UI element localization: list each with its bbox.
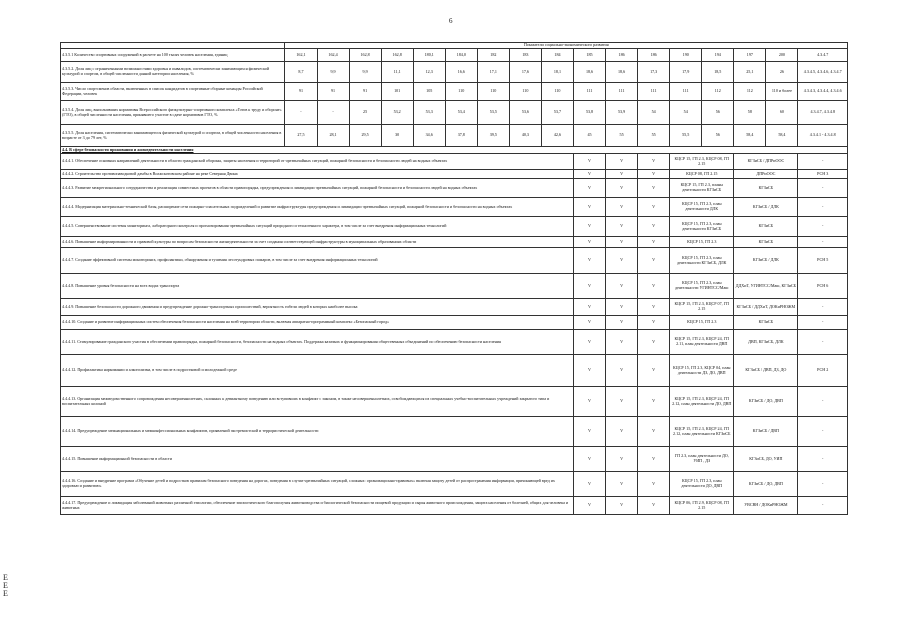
- measure-description: 4.4.4.16. Создание и внедрение программ «Обучение детей и подростков правилам безопасного поведения на дорогах, поведения в случае чрезвычайных ситуаций, сложных: организационно-правовых» включая защиту детей от распространения информации, причиняющей вред их здоровью и развитию»: [61, 472, 574, 497]
- measure-description: 4.4.4.2. Строительство противопаводковой дамбы в Волжскотовском районе на реке Северная Двина: [61, 170, 574, 179]
- indicator-reference: 4.3.4.5, 4.3.4.6, 4.3.4.7: [798, 62, 848, 83]
- indicator-value: 26: [766, 62, 798, 83]
- indicator-row: [61, 49, 848, 62]
- measure-stage-mark: V: [606, 274, 638, 299]
- measure-indicator: -: [798, 237, 848, 248]
- section-title-row: [61, 147, 848, 154]
- indicator-value: 101: [381, 83, 413, 101]
- indicator-value: 12,3: [413, 62, 445, 83]
- measure-indicator: -: [798, 316, 848, 330]
- indicator-row: [61, 83, 848, 101]
- measure-description: 4.4.4.14. Предупреждение межнациональных и межконфессиональных конфликтов, проявлений экстремистской и террористической деятельности: [61, 417, 574, 447]
- indicator-value: 53,9: [606, 101, 638, 125]
- measure-row: [61, 217, 848, 237]
- measure-stage-mark: V: [606, 447, 638, 472]
- measure-responsible: ДПРиООС: [734, 170, 798, 179]
- measure-stage-mark: V: [574, 299, 606, 316]
- measure-indicator: -: [798, 299, 848, 316]
- measure-responsible: КГЗиСБ: [734, 179, 798, 198]
- indicator-value: 183: [509, 49, 541, 62]
- measure-stage-mark: V: [638, 170, 670, 179]
- indicator-value: 58,4: [734, 125, 766, 147]
- indicator-value: 40,3: [509, 125, 541, 147]
- measure-stage-mark: V: [606, 154, 638, 170]
- measure-stage-mark: V: [574, 154, 606, 170]
- measure-stage-mark: V: [638, 198, 670, 217]
- indicator-value: 197: [734, 49, 766, 62]
- measure-stage-mark: V: [638, 237, 670, 248]
- indicator-value: 56: [702, 125, 734, 147]
- indicator-value: 162,8: [349, 49, 381, 62]
- measure-row: [61, 387, 848, 417]
- indicator-value: 53,7: [541, 101, 573, 125]
- indicator-value: 53,2: [381, 101, 413, 125]
- measure-indicator: -: [798, 330, 848, 355]
- measure-document: КЦСР 15, ГП 2.3, КЦСР 04, план деятельности ДЗ, ДО, ДВП: [670, 355, 734, 387]
- measure-stage-mark: V: [606, 316, 638, 330]
- measure-document: КЦСР 15, ГП 2.3, КЦСР 24, ГП 2.12, план деятельности КГЗиСБ: [670, 417, 734, 447]
- measure-stage-mark: V: [574, 217, 606, 237]
- indicator-value: 110: [541, 83, 573, 101]
- measure-description: 4.4.4.6. Повышение информированности и правовой культуры по вопросам безопасности жизнедеятельности за счет создания соответствующей инфраструктуры в муниципальных образованиях области: [61, 237, 574, 248]
- measure-stage-mark: V: [606, 497, 638, 515]
- measure-stage-mark: V: [638, 447, 670, 472]
- indicator-value: 54: [670, 101, 702, 125]
- indicator-value: 53,6: [509, 101, 541, 125]
- measure-stage-mark: V: [638, 154, 670, 170]
- indicator-value: 58,4: [766, 125, 798, 147]
- indicator-value: 91: [317, 83, 349, 101]
- indicator-value: 53,8: [574, 101, 606, 125]
- indicator-value: 58: [734, 101, 766, 125]
- measure-stage-mark: V: [638, 248, 670, 274]
- indicator-value: 17,6: [509, 62, 541, 83]
- indicator-value: 18,1: [541, 62, 573, 83]
- indicator-value: 185: [574, 49, 606, 62]
- indicator-description: 4.3.5.4. Доля лиц, выполнивших нормативы Всероссийского физкультурно-спортивного комплекса «Готов к труду и обороне» (ГТО), в общей численности населения, принявшего участие в сдаче нормативов ГТО, %: [61, 101, 285, 125]
- measure-stage-mark: V: [574, 248, 606, 274]
- measure-stage-mark: V: [574, 387, 606, 417]
- indicator-row: [61, 101, 848, 125]
- measure-stage-mark: V: [606, 217, 638, 237]
- measure-stage-mark: V: [574, 274, 606, 299]
- indicator-value: 54: [638, 101, 670, 125]
- measure-indicator: -: [798, 417, 848, 447]
- indicator-value: 9,9: [349, 62, 381, 83]
- measure-stage-mark: V: [606, 198, 638, 217]
- measure-stage-mark: V: [606, 417, 638, 447]
- measure-row: [61, 330, 848, 355]
- indicator-value: 18,6: [574, 62, 606, 83]
- measure-stage-mark: V: [574, 179, 606, 198]
- indicator-value: 45: [574, 125, 606, 147]
- measure-description: 4.4.4.4. Модернизация материально-технической базы, расширение сети пожарно-спасательных подразделений и развитие инфраструктуры предупреждения и ликвидации чрезвычайных ситуаций, пожарной безопасности и безопасности на водных объектах: [61, 198, 574, 217]
- indicators-table: [60, 42, 848, 515]
- indicator-value: 110 и более: [766, 83, 798, 101]
- measure-responsible: КГЗиСБ / ДО, ДВП: [734, 472, 798, 497]
- indicator-value: 60: [766, 101, 798, 125]
- measure-stage-mark: V: [638, 274, 670, 299]
- indicator-value: 25,1: [734, 62, 766, 83]
- measure-row: [61, 274, 848, 299]
- indicator-value: 30: [381, 125, 413, 147]
- measure-document: КЦСР 15, ГП 2.3, КЦСР 08, ГП 2.15: [670, 154, 734, 170]
- measure-stage-mark: V: [606, 472, 638, 497]
- measure-stage-mark: V: [606, 299, 638, 316]
- measure-responsible: УВСВН / ДОКиРНОЖМ: [734, 497, 798, 515]
- indicator-reference: 4.3.4.7: [798, 49, 848, 62]
- measure-document: КЦСР 15, ГП 2.3, КЦСР 24, ГП 2.11, план деятельности ДВП: [670, 330, 734, 355]
- indicator-value: 53,3: [413, 101, 445, 125]
- indicator-value: 42,6: [541, 125, 573, 147]
- measure-responsible: КГЗиСБ: [734, 316, 798, 330]
- indicator-value: 55,5: [670, 125, 702, 147]
- indicator-value: 28,1: [317, 125, 349, 147]
- indicator-value: 110: [445, 83, 477, 101]
- indicator-value: 55: [606, 125, 638, 147]
- measure-document: КЦСР 15, ГП 2.3, план деятельности ДО, ДВП: [670, 472, 734, 497]
- measure-stage-mark: V: [638, 387, 670, 417]
- indicator-value: 111: [638, 83, 670, 101]
- measure-responsible: КГЗиСБ, ДО, УИП: [734, 447, 798, 472]
- indicator-value: 110: [509, 83, 541, 101]
- measure-indicator: -: [798, 497, 848, 515]
- measure-responsible: КГЗиСБ / ДЛК: [734, 248, 798, 274]
- indicator-value: 8,7: [285, 62, 317, 83]
- indicator-description: 4.3.5.1 Количество спортивных сооружений в расчете на 100 тысяч человек населения, единиц: [61, 49, 285, 62]
- measure-row: [61, 299, 848, 316]
- measure-responsible: КГЗиСБ / ДДХиТ, ДОКиРНОЖМ: [734, 299, 798, 316]
- measure-description: 4.4.4.12. Профилактика наркомании и алкоголизма, в том числе в подростковой и молодежной среде: [61, 355, 574, 387]
- measure-document: КЦСР 15, ГП 2.3, план деятельности ДЛК: [670, 198, 734, 217]
- measure-document: КЦСР 15, ГП 2.3: [670, 237, 734, 248]
- indicator-value: 39,5: [477, 125, 509, 147]
- measure-stage-mark: V: [638, 316, 670, 330]
- indicator-value: 112: [734, 83, 766, 101]
- measure-row: [61, 447, 848, 472]
- indicator-value: 55: [638, 125, 670, 147]
- header-caption: Показатели социально-экономического развития: [285, 43, 848, 49]
- margin-marks: E E E: [3, 573, 8, 598]
- indicator-value: 27,5: [285, 125, 317, 147]
- measure-responsible: КГЗиСБ / ДО, ДВП: [734, 387, 798, 417]
- measure-row: [61, 179, 848, 198]
- indicator-value: 184: [541, 49, 573, 62]
- measure-stage-mark: V: [638, 472, 670, 497]
- measure-row: [61, 417, 848, 447]
- measure-row: [61, 237, 848, 248]
- measure-responsible: КГЗиСБ / ДЛК: [734, 198, 798, 217]
- measure-stage-mark: V: [606, 237, 638, 248]
- indicator-value: 184,0: [445, 49, 477, 62]
- measure-row: [61, 472, 848, 497]
- indicator-row: [61, 125, 848, 147]
- measure-description: 4.4.4.5. Совершенствование системы мониторинга, лабораторного контроля и прогнозирования чрезвычайных ситуаций природного и техногенного характера, в том числе за счет внедрения информационных технологий: [61, 217, 574, 237]
- measure-description: 4.4.4.9. Повышение безопасности дорожного движения и предупреждение дорожно-транспортных происшествий, вероятность гибели людей в которых наиболее высока: [61, 299, 574, 316]
- indicator-value: 29,5: [349, 125, 381, 147]
- indicator-value: 56: [702, 101, 734, 125]
- indicator-value: 53,4: [445, 101, 477, 125]
- indicator-value: 186: [638, 49, 670, 62]
- measure-row: [61, 497, 848, 515]
- measure-indicator: -: [798, 198, 848, 217]
- indicator-value: 9,9: [317, 62, 349, 83]
- measure-stage-mark: V: [638, 330, 670, 355]
- measure-row: [61, 316, 848, 330]
- measure-responsible: ДВП, КГЗиСБ, ДЛК: [734, 330, 798, 355]
- indicator-row: [61, 62, 848, 83]
- measure-responsible: КГЗиСБ / ДВП, ДЗ, ДО: [734, 355, 798, 387]
- indicator-value: 111: [606, 83, 638, 101]
- measure-stage-mark: V: [638, 417, 670, 447]
- measure-indicator: -: [798, 447, 848, 472]
- measure-document: КЦСР 15, ГП 2.3, КЦСР 07, ГП 2.15: [670, 299, 734, 316]
- indicator-reference: 4.3.4.3, 4.3.4.4, 4.3.4.6: [798, 83, 848, 101]
- measure-stage-mark: V: [574, 198, 606, 217]
- measure-stage-mark: V: [606, 179, 638, 198]
- page-number: 6: [449, 17, 453, 25]
- measure-row: [61, 170, 848, 179]
- measure-indicator: -: [798, 472, 848, 497]
- measure-document: КЦСР 15, ГП 2.3, план деятельности УГИНТСС/Маш: [670, 274, 734, 299]
- indicator-value: 162,4: [317, 49, 349, 62]
- indicator-value: 111: [574, 83, 606, 101]
- measure-description: 4.4.4.15. Повышение информационной безопасности в области: [61, 447, 574, 472]
- measure-description: 4.4.4.17. Предупреждение и ликвидация заболеваний животных различной этиологии, обеспечение эпизоотического благополучия животноводства и биологической безопасности пищевой продукции и сырья животного происхождения, защита населения от болезней, общих для человека и животных: [61, 497, 574, 515]
- measure-description: 4.4.4.11. Стимулирование гражданского участия в обеспечении правопорядка, пожарной безопасности, безопасности на водных объектах. Поддержка казачьих и функционирования общественных объединений по обеспечению безопасности населения: [61, 330, 574, 355]
- indicator-value: 91: [349, 83, 381, 101]
- measure-row: [61, 248, 848, 274]
- indicator-value: 186: [606, 49, 638, 62]
- indicator-value: 200: [766, 49, 798, 62]
- measure-stage-mark: V: [606, 248, 638, 274]
- measure-responsible: КГЗиСБ: [734, 217, 798, 237]
- indicator-value: 162,8: [381, 49, 413, 62]
- measure-document: КЦСР 15, ГП 2.3, планы деятельности КГЗиСБ: [670, 179, 734, 198]
- measure-stage-mark: V: [638, 179, 670, 198]
- measure-stage-mark: V: [606, 330, 638, 355]
- indicator-value: 17,1: [477, 62, 509, 83]
- indicator-value: 105: [413, 83, 445, 101]
- indicator-value: -: [285, 101, 317, 125]
- indicator-value: 110: [477, 83, 509, 101]
- indicator-value: 34,6: [413, 125, 445, 147]
- indicator-reference: 4.3.4.1 - 4.3.4.8: [798, 125, 848, 147]
- measure-description: 4.4.4.3. Развитие межрегионального сотрудничества и реализация совместных проектов в области правопорядка, предупреждения и ликвидации чрезвычайных ситуаций, пожарной безопасности и безопасности людей на водных объектах: [61, 179, 574, 198]
- indicator-value: 25: [349, 101, 381, 125]
- measure-responsible: ДДХиТ, УГИНТСС/Маш, КГЗиСБ: [734, 274, 798, 299]
- indicator-value: 18,5: [702, 62, 734, 83]
- measure-stage-mark: V: [638, 299, 670, 316]
- measure-description: 4.4.4.13. Организация межведомственного сопровождения несовершеннолетних, склонных к девиантному поведению или вступивших в конфликт с законом, в также несовершеннолетних, освобождающихся из специальных учебно-воспитательных учреждений закрытого типа и воспитательных колоний: [61, 387, 574, 417]
- indicator-reference: 4.3.4.7, 4.3.4.8: [798, 101, 848, 125]
- measure-document: КЦСР 15, ГП 2.3: [670, 316, 734, 330]
- measure-description: 4.4.4.8. Повышение уровня безопасности на всех видах транспорта: [61, 274, 574, 299]
- measure-document: ГП 2.3, план деятельности ДО, УИП , ДЗ: [670, 447, 734, 472]
- measure-document: КЦСР 06, ГП 2.9, КЦСР 08, ГП 2.15: [670, 497, 734, 515]
- indicator-value: 162,1: [285, 49, 317, 62]
- indicator-value: 182: [477, 49, 509, 62]
- indicator-value: 190: [670, 49, 702, 62]
- indicator-value: 17,3: [638, 62, 670, 83]
- measure-stage-mark: V: [638, 497, 670, 515]
- measure-indicator: РСН 3: [798, 170, 848, 179]
- measure-document: КЦСР 08, ГП 2.15: [670, 170, 734, 179]
- measure-row: [61, 355, 848, 387]
- indicator-value: -: [317, 101, 349, 125]
- indicator-description: 4.3.5.3. Число спортсменов области, включенных в список кандидатов в спортивные сборные команды Российской Федерации, человек: [61, 83, 285, 101]
- indicator-value: 112: [702, 83, 734, 101]
- measure-row: [61, 198, 848, 217]
- measure-indicator: -: [798, 387, 848, 417]
- measure-description: 4.4.4.7. Создание эффективной системы мониторинга, профилактики, обнаружения и тушения лесотундровых пожаров, в том числе за счет внедрения информационных технологий: [61, 248, 574, 274]
- indicator-value: 53,5: [477, 101, 509, 125]
- measure-stage-mark: V: [574, 355, 606, 387]
- measure-stage-mark: V: [574, 170, 606, 179]
- measure-document: КЦСР 15, ГП 2.3, план деятельности КГЗиСБ, ДЛК: [670, 248, 734, 274]
- measure-document: КЦСР 15, ГП 2.3, КЦСР 24, ГП 2.12, план деятельности ДО, ДВП: [670, 387, 734, 417]
- measure-description: 4.4.4.10. Создание и развитие информационных систем обеспечения безопасности населения на всей территории области, включая аппаратно-программный комплекс «Безопасный город»: [61, 316, 574, 330]
- measure-stage-mark: V: [574, 316, 606, 330]
- indicator-value: 18,6: [606, 62, 638, 83]
- measure-description: 4.4.4.1. Обеспечение основных направлений деятельности в области гражданской обороны, защиты населения и территорий от чрезвычайных ситуаций, пожарной безопасности и безопасности людей на водных объектах: [61, 154, 574, 170]
- indicator-value: 91: [285, 83, 317, 101]
- measure-stage-mark: V: [606, 355, 638, 387]
- measure-indicator: -: [798, 179, 848, 198]
- section-title: 4.4. В сфере безопасности проживания и жизнедеятельности населения: [61, 147, 848, 154]
- measure-stage-mark: V: [638, 355, 670, 387]
- indicator-value: 17,9: [670, 62, 702, 83]
- measure-responsible: КГЗиСБ / ДВП: [734, 417, 798, 447]
- measure-stage-mark: V: [574, 447, 606, 472]
- measure-stage-mark: V: [574, 237, 606, 248]
- measure-indicator: РСН 5: [798, 248, 848, 274]
- measure-stage-mark: V: [638, 217, 670, 237]
- measure-indicator: -: [798, 154, 848, 170]
- indicator-value: 37,8: [445, 125, 477, 147]
- measure-stage-mark: V: [606, 170, 638, 179]
- measure-row: [61, 154, 848, 170]
- measure-document: КЦСР 15, ГП 2.3, план деятельности КГЗиСБ: [670, 217, 734, 237]
- indicator-value: 111: [670, 83, 702, 101]
- indicator-description: 4.3.5.5. Доля населения, систематически занимающегося физической культурой и спортом, в общей численности населения в возрасте от 3 до 79 лет, %: [61, 125, 285, 147]
- measure-stage-mark: V: [574, 472, 606, 497]
- measure-indicator: РСН 6: [798, 274, 848, 299]
- measure-responsible: КГЗиСБ: [734, 237, 798, 248]
- measure-responsible: КГЗиСБ / ДПРиООС: [734, 154, 798, 170]
- indicator-value: 194: [702, 49, 734, 62]
- indicator-value: 16,6: [445, 62, 477, 83]
- measure-stage-mark: V: [574, 417, 606, 447]
- indicator-description: 4.3.5.2. Доля лиц с ограниченными возможностями здоровья и инвалидов, систематически занимающихся физической культурой и спортом, в общей численности данной категории населения, %: [61, 62, 285, 83]
- measure-indicator: -: [798, 217, 848, 237]
- indicator-value: 11,1: [381, 62, 413, 83]
- indicator-value: 180,1: [413, 49, 445, 62]
- measure-stage-mark: V: [574, 330, 606, 355]
- measure-indicator: РСН 2: [798, 355, 848, 387]
- measure-stage-mark: V: [606, 387, 638, 417]
- measure-stage-mark: V: [574, 497, 606, 515]
